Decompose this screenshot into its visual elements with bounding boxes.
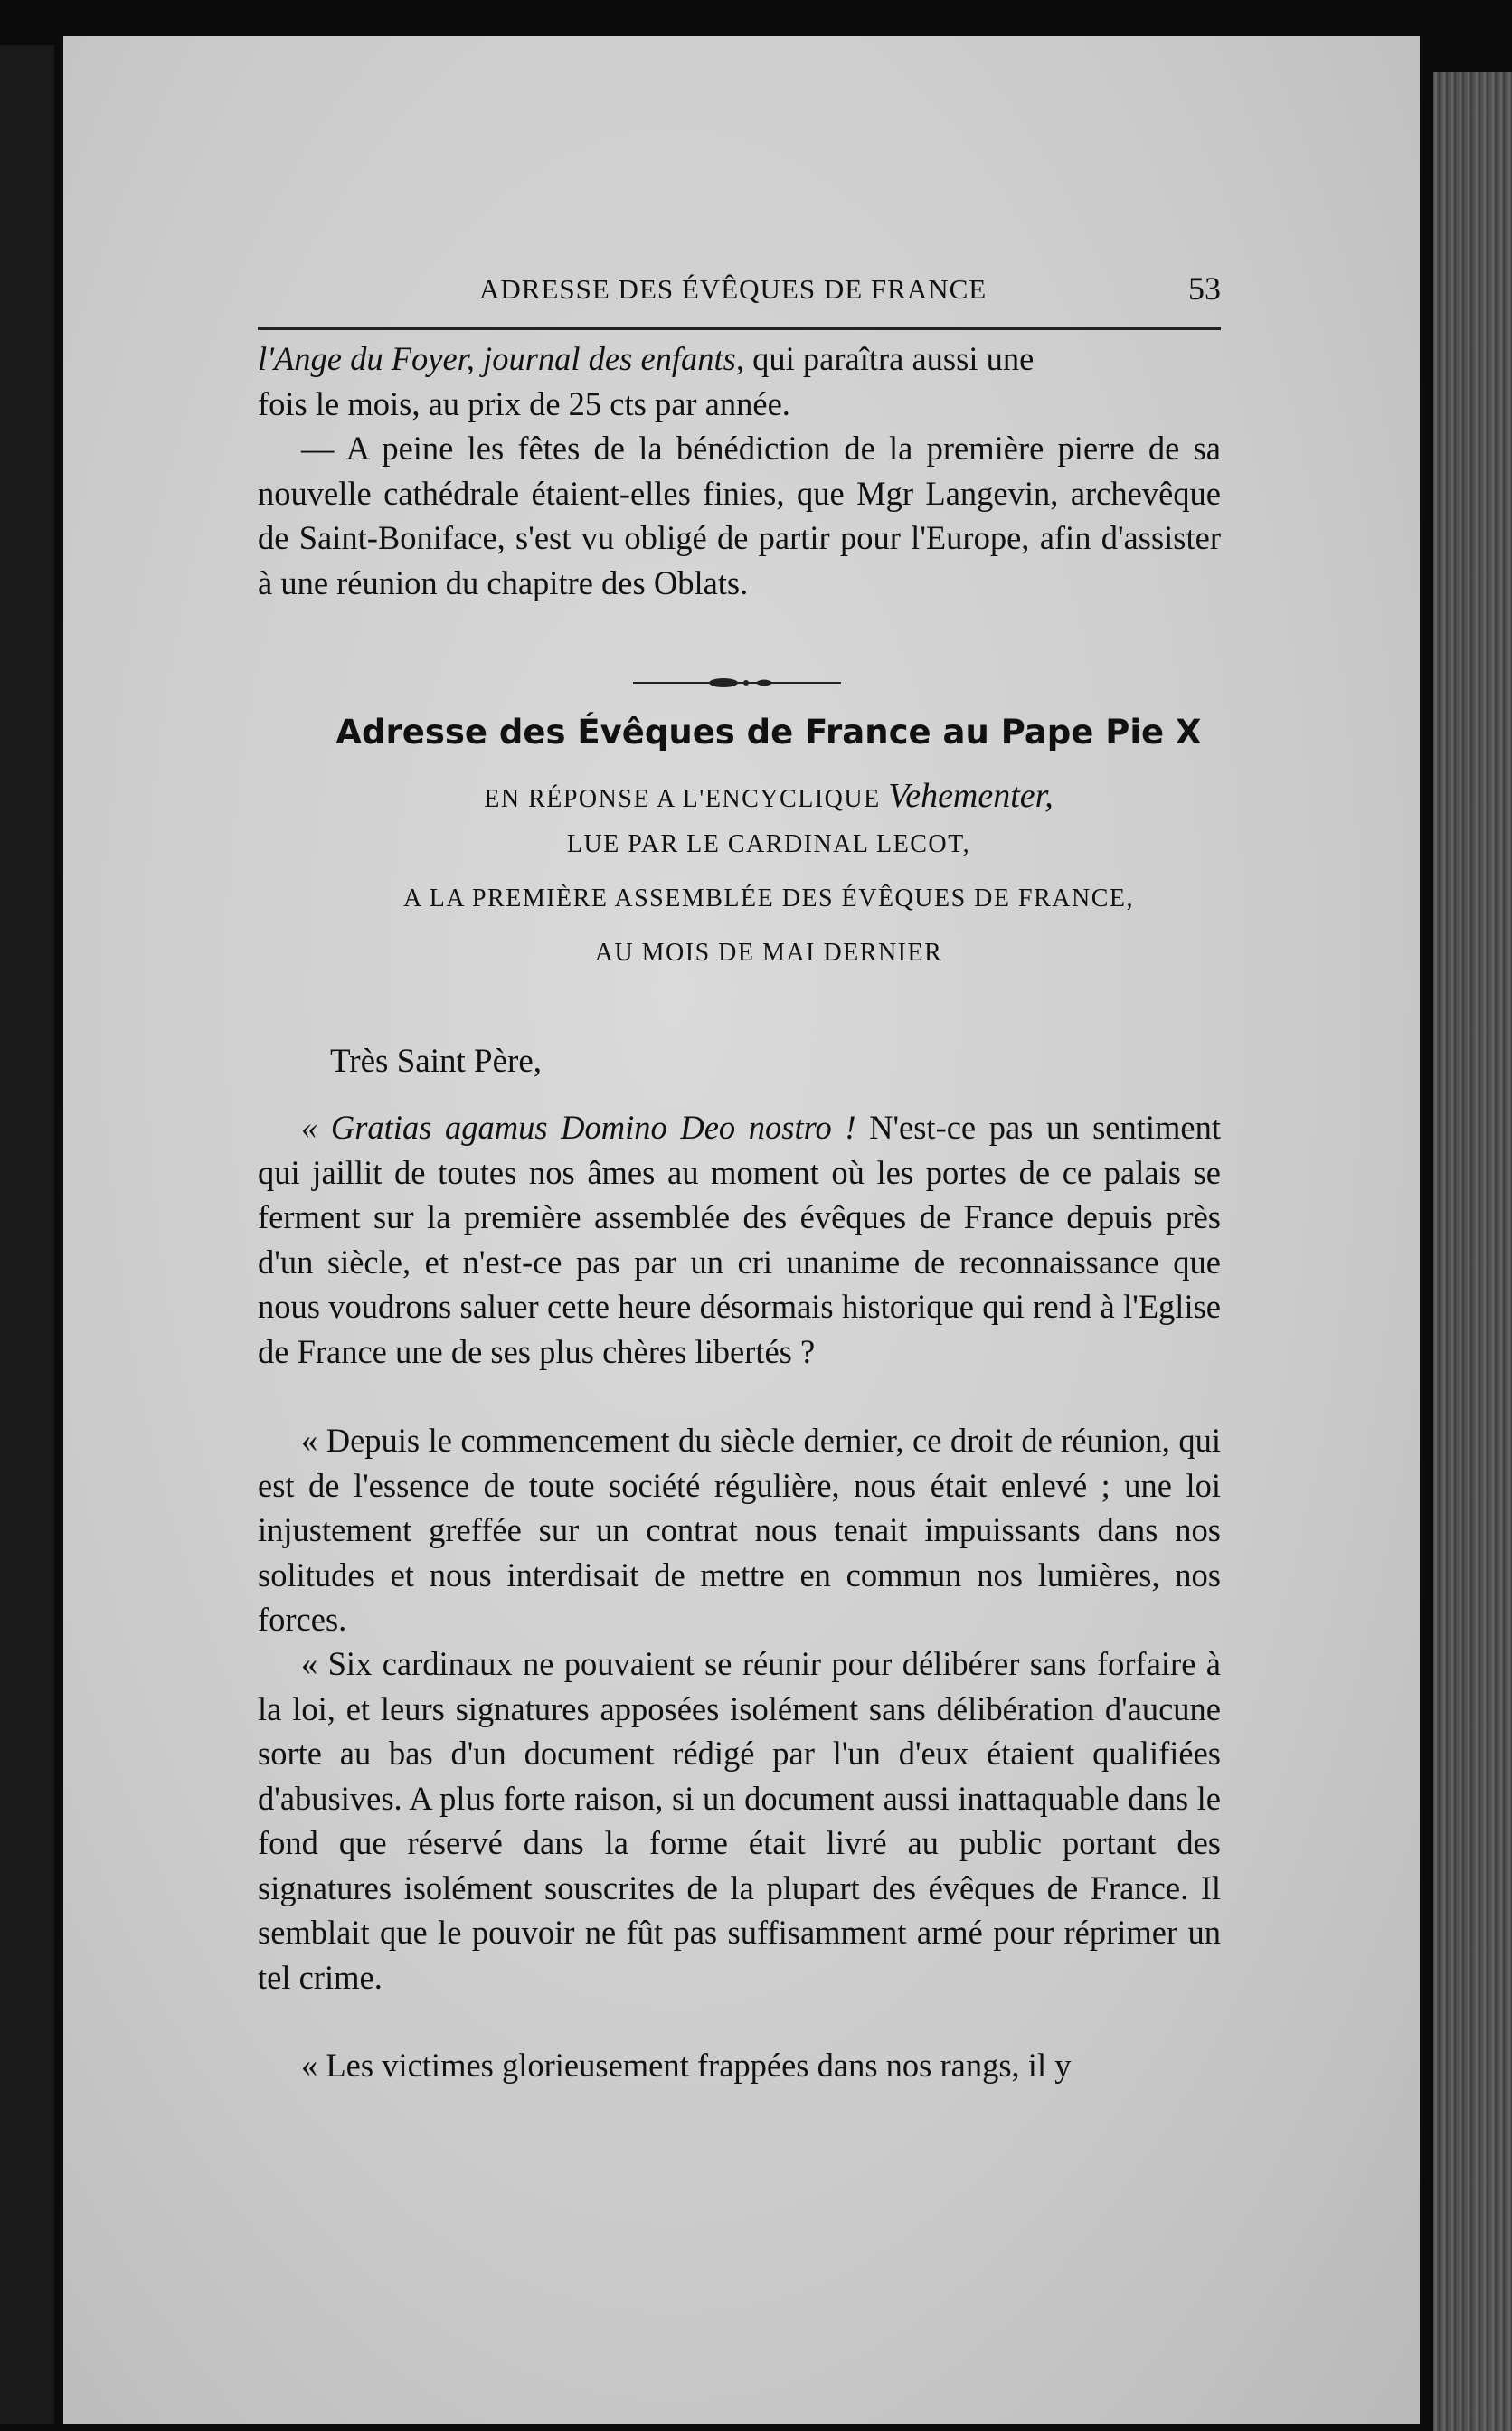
p2-text: « Depuis le commencement du siècle dernier, ce droit de réunion, qui est de l'essence de toute société régulière, nous était enlevé ; une loi injustement greffée sur un contrat nous tenait impuissants dans nos solitudes et nous interdisait de mettre en commun nos lumières, nos forces. (258, 1422, 1221, 1638)
ange-line2: fois le mois, au prix de 25 cts par année. (258, 384, 790, 422)
p1-text: N'est-ce pas un sentiment qui jaillit de toutes nos âmes au moment où les portes de ce palais se ferment sur la première assemblée des évêques de France depuis près d'un siècle, et n'est-ce pas par un cri unanime de reconnaissance que nous voudrons saluer cette heure désormais historique qui rend à l'Eglise de France une de ses plus chères libertés ? (258, 1109, 1221, 1370)
page-number: 53 (1188, 270, 1221, 307)
gratias-quote: « Gratias agamus Domino Deo nostro ! (301, 1109, 856, 1146)
ange-rest-text: qui paraîtra aussi une (744, 340, 1035, 377)
address-paragraph-1 (258, 1105, 1221, 1374)
langevin-text: — A peine les fêtes de la bénédiction de la première pierre de sa nouvelle cathédrale étaient-elles finies, que Mgr Langevin, archevêque de Saint-Boniface, s'est vu obligé de partir pour l'Europe, afin d'assister à une réunion du chapitre des Oblats. (258, 430, 1221, 601)
header-rule (258, 327, 1221, 330)
subtitle-encyclique: EN RÉPONSE A L'ENCYCLIQUE Vehementer, (484, 777, 1054, 815)
book-page (63, 36, 1420, 2424)
address-paragraph-2 (258, 1418, 1221, 1642)
ange-du-foyer-title: l'Ange du Foyer, journal des enfants, (258, 340, 745, 377)
salutation: Très Saint Père, (330, 1043, 542, 1080)
running-header (190, 270, 1221, 315)
p4-text: « Les victimes glorieusement frappées dans nos rangs, il y (301, 2047, 1072, 2084)
address-paragraph-4 (258, 2043, 1221, 2088)
subtitle-assemblee: A LA PREMIÈRE ASSEMBLÉE DES ÉVÊQUES DE FRANCE, (403, 884, 1134, 913)
subtitle-date: AU MOIS DE MAI DERNIER (594, 939, 943, 967)
intro-ange-paragraph (258, 336, 1221, 426)
address-heading: Adresse des Évêques de France au Pape Pie X (335, 713, 1202, 752)
p3-text: « Six cardinaux ne pouvaient se réunir pour délibérer sans forfaire à la loi, et leurs signatures apposées isolément sans délibération d'aucune sorte au bas d'un document rédigé par l'un d'eux étaient qualifiées d'abusives. A plus forte raison, si un document aussi inattaquable dans le fond que réservé dans la forme était livré au public portant des signatures isolément souscrites de la plupart des évêques de France. Il semblait que le pouvoir ne fût pas suffisamment armé pour réprimer un tel crime. (258, 1645, 1221, 1996)
subtitle-cardinal: LUE PAR LE CARDINAL LECOT, (566, 830, 971, 858)
scan-binding-shadow (0, 45, 54, 2424)
book-page-edges (1433, 72, 1512, 2431)
address-paragraph-3 (258, 1641, 1221, 2000)
encyclique-title: Vehementer, (888, 777, 1054, 815)
running-title: ADRESSE DES ÉVÊQUES DE FRANCE (479, 273, 988, 305)
intro-langevin-paragraph (258, 426, 1221, 605)
ornament-separator (633, 669, 841, 696)
